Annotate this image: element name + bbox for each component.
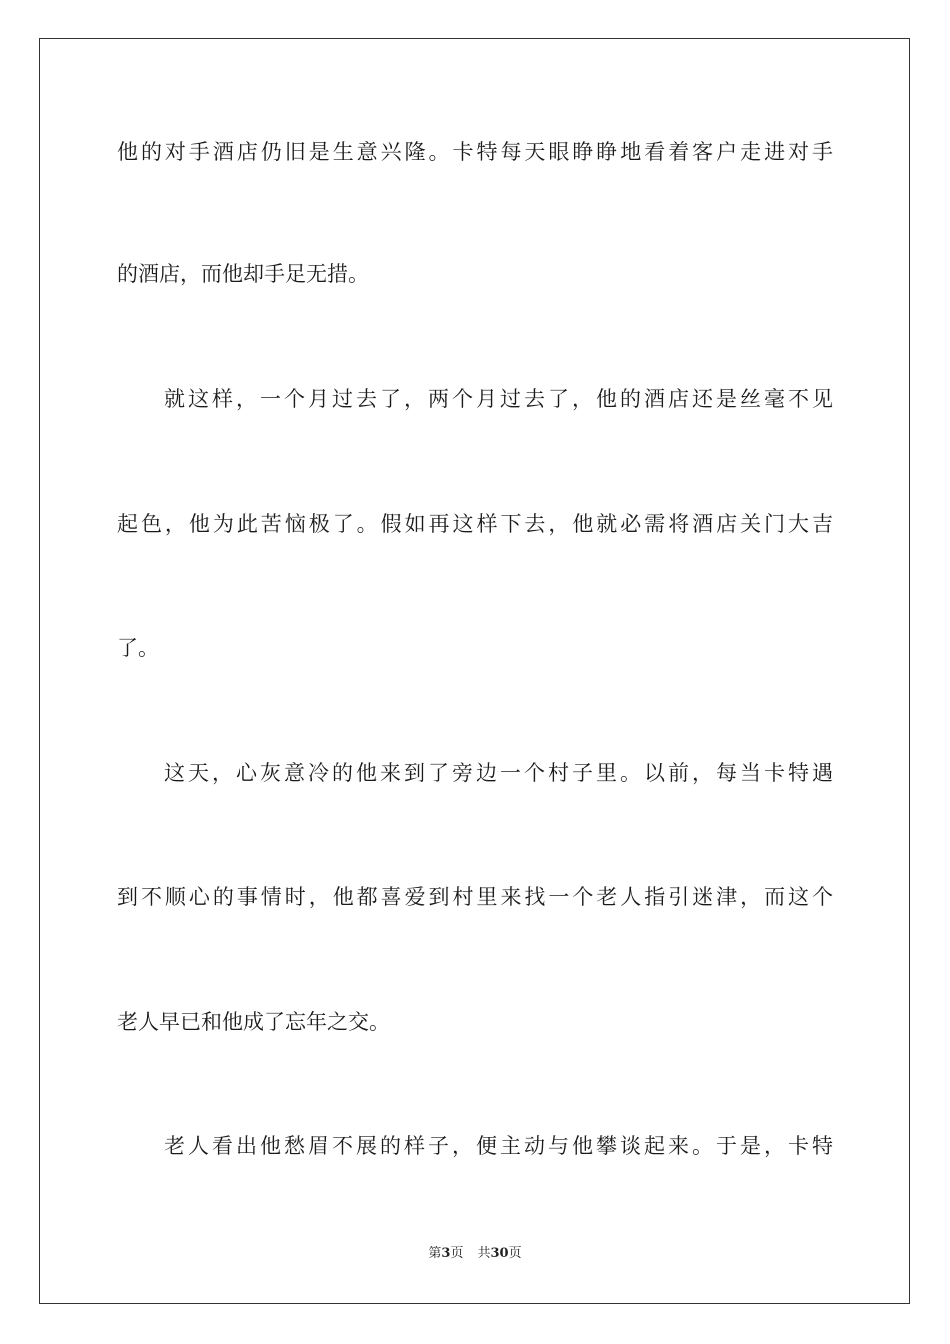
page-current: 3 [441,1246,451,1261]
body-line-6: 这天，心灰意冷的他来到了旁边一个村子里。以前，每当卡特遇 [164,761,833,785]
page-suffix: 页 [450,1246,464,1261]
body-line-1: 他的对手酒店仍旧是生意兴隆。卡特每天眼睁睁地看着客户走进对手 [117,140,833,164]
total-suffix: 页 [508,1246,522,1261]
body-line-3: 就这样，一个月过去了，两个月过去了，他的酒店还是丝毫不见 [164,387,833,411]
body-line-7: 到不顺心的事情时，他都喜爱到村里来找一个老人指引迷津，而这个 [117,885,833,909]
page-border [39,38,910,1304]
body-line-9: 老人看出他愁眉不展的样子，便主动与他攀谈起来。于是，卡特 [164,1134,833,1158]
page-footer [0,1244,950,1264]
body-line-5: 了。 [117,636,159,660]
body-line-8: 老人早已和他成了忘年之交。 [117,1010,390,1034]
page-prefix: 第 [428,1246,442,1261]
body-line-4: 起色，他为此苦恼极了。假如再这样下去，他就必需将酒店关门大吉 [117,512,833,536]
total-prefix: 共 [477,1246,491,1261]
body-line-2: 的酒店，而他却手足无措。 [117,262,369,286]
page-total: 30 [490,1246,509,1261]
